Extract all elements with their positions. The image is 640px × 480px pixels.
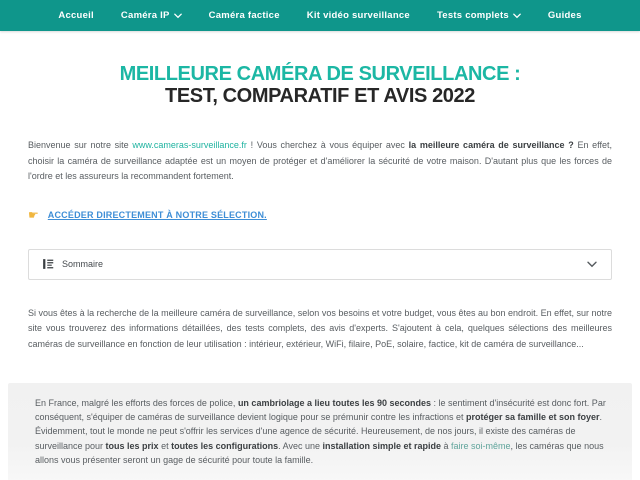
selection-anchor-link[interactable]: ACCÉDER DIRECTEMENT À NOTRE SÉLECTION. — [47, 209, 267, 220]
nav-item-accueil[interactable] — [58, 10, 94, 21]
text-segment: ! Vous cherchez à vous équiper avec — [246, 140, 409, 150]
main-content — [28, 63, 612, 352]
body-paragraph — [28, 306, 612, 353]
text-segment: Bienvenue sur notre site — [28, 140, 133, 150]
text-segment: un cambriolage a lieu toutes les 90 secondes — [237, 398, 432, 408]
text-segment: à — [441, 440, 452, 451]
pointing-finger-icon: ☛ — [28, 207, 39, 222]
cta-row — [28, 209, 612, 221]
sommaire-toggle[interactable] — [28, 249, 612, 280]
inline-link[interactable]: www.cameras-surveillance.fr — [132, 140, 247, 150]
page-title — [28, 63, 612, 107]
chevron-down-icon — [174, 13, 182, 19]
chevron-down-icon — [587, 261, 597, 268]
text-segment: : le sentiment d'insécurité est donc fort. Par conséquent, s'équiper de caméras de surveillance devient logique pour se prémunir contre les infractions et — [35, 398, 606, 423]
nav-item-label: Caméra IP — [120, 10, 170, 21]
intro-paragraph — [28, 138, 612, 185]
nav-item-guides[interactable] — [548, 10, 582, 21]
table-of-contents-icon — [42, 258, 54, 270]
text-segment: . Avec une — [278, 440, 323, 451]
page-title-line2: TEST, COMPARATIF ET AVIS 2022 — [165, 85, 475, 107]
nav-item-label: Caméra factice — [208, 10, 280, 21]
text-segment: En France, malgré les efforts des forces de police, — [35, 398, 238, 408]
nav-item-label: Kit vidéo surveillance — [306, 10, 410, 21]
chevron-down-icon — [513, 13, 521, 19]
text-segment: protéger sa famille et son foyer — [465, 412, 600, 423]
nav-item-label: Guides — [547, 10, 582, 21]
text-segment: Si vous êtes à la recherche de la meilleure caméra de surveillance, selon vos besoins et votre budget, vous êtes au bon endroit. En effet, sur notre site vous trouverez des informations détaillées, des tests complets, des avis d'experts. S'ajoutent à cela, quelques sélections des meilleures caméras de surveillance en fonction de leur utilisation : intérieur, extérieur, WiFi, filaire, PoE, solaire, factice, kit de caméra de surveillance... — [28, 307, 612, 349]
text-segment: . Évidemment, tout le monde ne peut s'offrir les services d'une agence de sécurité. Heureusement, de nos jours, il existe des caméras de surveillance pour — [35, 412, 603, 451]
page-title-line1: MEILLEURE CAMÉRA DE SURVEILLANCE : — [119, 63, 521, 85]
top-navbar — [0, 0, 640, 31]
nav-item-camera-factice[interactable] — [209, 10, 280, 21]
nav-item-label: Accueil — [58, 10, 94, 21]
text-segment: tous les prix — [105, 440, 159, 451]
nav-item-label: Tests complets — [436, 10, 509, 21]
nav-item-camera-ip[interactable] — [121, 10, 182, 21]
highlight-paragraph — [35, 396, 606, 467]
nav-item-tests-complets[interactable] — [437, 10, 521, 21]
text-segment: , les caméras que nous allons vous présenter seront un gage de sécurité pour toute la famille. — [35, 440, 604, 465]
nav-item-kit-video-surveillance[interactable] — [307, 10, 410, 21]
sommaire-label: Sommaire — [62, 259, 104, 269]
text-segment: la meilleure caméra de surveillance ? — [408, 140, 574, 150]
inline-link[interactable]: faire soi-même — [451, 440, 511, 451]
text-segment: installation simple et rapide — [322, 440, 441, 451]
text-segment: et — [158, 440, 172, 451]
nav-items-container — [58, 10, 581, 21]
text-segment: toutes les configurations — [171, 440, 279, 451]
highlight-section — [8, 383, 632, 480]
text-segment: En effet, choisir la caméra de surveillance adaptée est un moyen de protéger et d'améliorer la sécurité de votre maison. D'autant plus que les forces de l'ordre et les assureurs la recommandent fortement. — [28, 140, 612, 181]
